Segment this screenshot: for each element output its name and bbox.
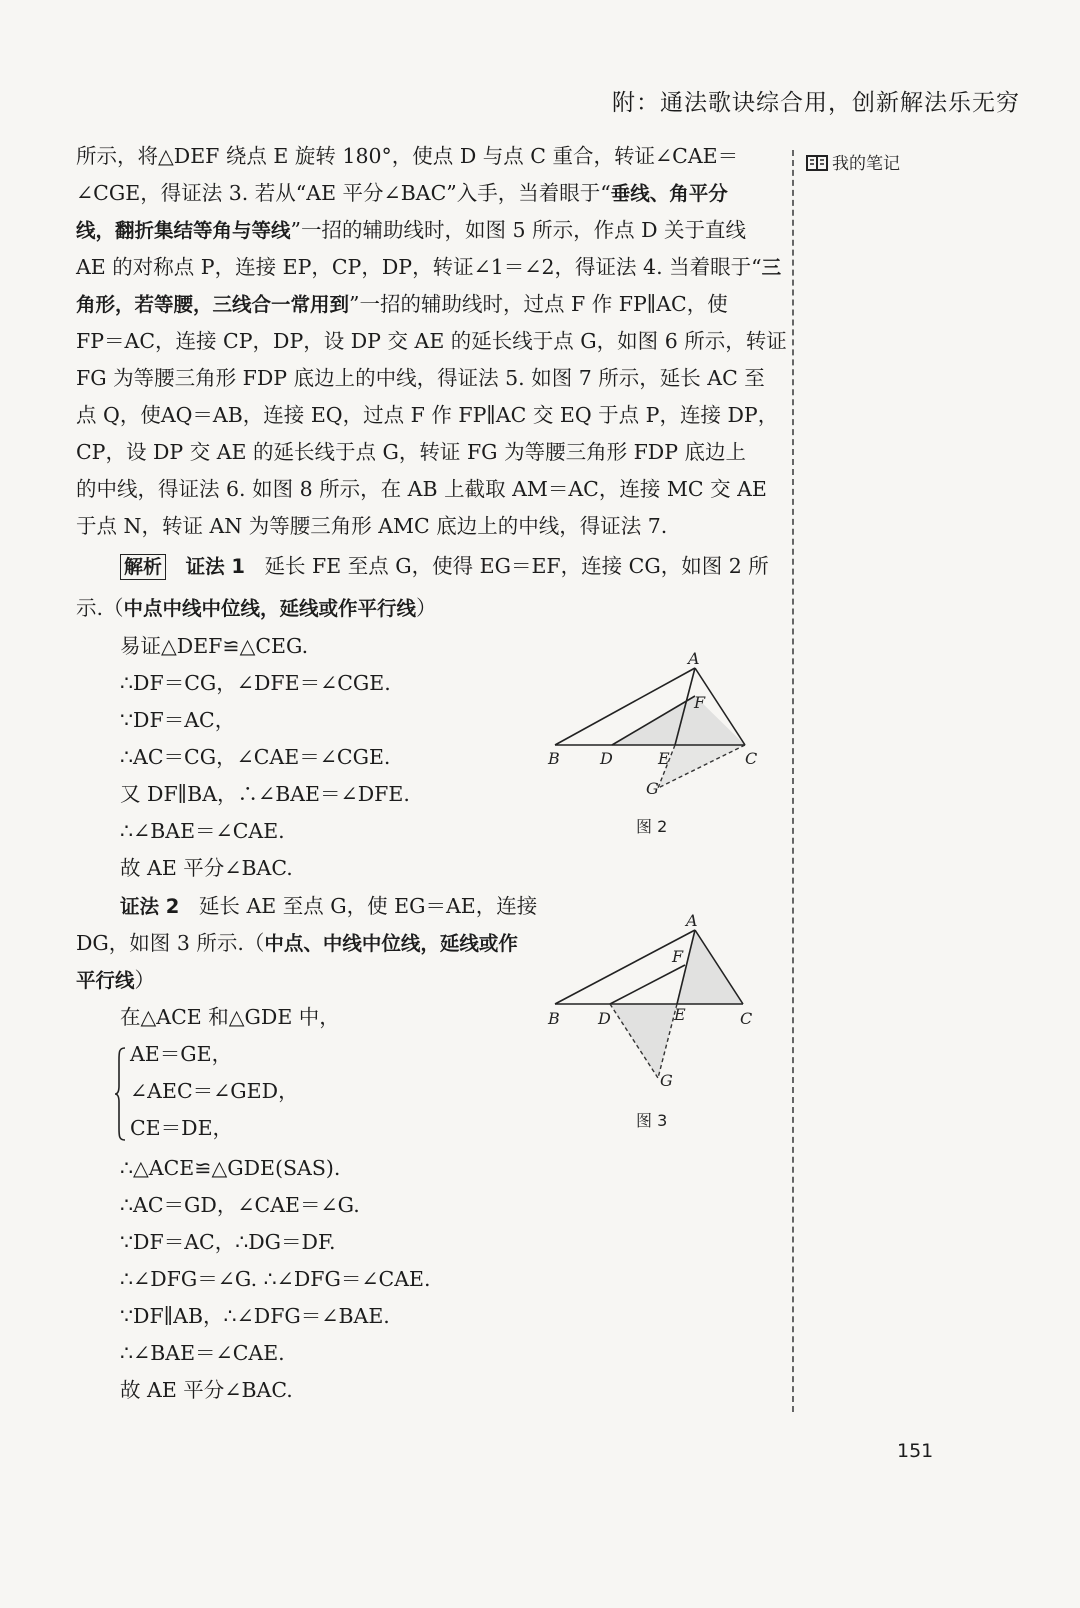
figure-2	[540, 648, 770, 800]
point-label: F	[672, 947, 684, 966]
notes-divider	[792, 150, 794, 1412]
point-label: A	[686, 911, 698, 930]
point-label: B	[548, 1009, 560, 1028]
proof-step: 又 DF∥BA，∴∠BAE＝∠DFE.	[120, 782, 410, 806]
point-label: A	[688, 649, 700, 668]
point-label: C	[745, 749, 758, 768]
method1-label: 证法 1	[185, 555, 245, 578]
proof-step: AE＝GE，	[130, 1042, 233, 1066]
proof-step: ∵DF＝AC，	[120, 708, 236, 732]
shaded-triangle	[677, 930, 743, 1004]
proof-step: ∴△ACE≌△GDE(SAS).	[120, 1156, 341, 1180]
proof-step: ∴∠DFG＝∠G. ∴∠DFG＝∠CAE.	[120, 1267, 431, 1291]
text-line: CP，设 DP 交 AE 的延长线于点 G，转证 FG 为等腰三角形 FDP 底边上	[76, 440, 747, 464]
proof-step: ∴∠BAE＝∠CAE.	[120, 1341, 285, 1365]
point-label: F	[694, 693, 706, 712]
proof-step: 故 AE 平分∠BAC.	[120, 856, 293, 880]
proof-step: CE＝DE，	[130, 1116, 234, 1140]
method1-intro: 解析 证法 1 延长 FE 至点 G，使得 EG＝EF，连接 CG，如图 2 所	[120, 556, 769, 577]
point-label: E	[674, 1005, 686, 1024]
text-line: FP＝AC，连接 CP，DP，设 DP 交 AE 的延长线于点 G，如图 6 所示，转证	[76, 329, 787, 353]
notes-label: 我的笔记	[832, 154, 900, 174]
proof-step: ∵DF＝AC，∴DG＝DF.	[120, 1230, 336, 1254]
text-line: 的中线，得证法 6. 如图 8 所示，在 AB 上截取 AM＝AC，连接 MC 交 AE	[76, 477, 767, 501]
text-line: ∠CGE，得证法 3. 若从“AE 平分∠BAC”入手，当着眼于“垂线、角平分	[76, 181, 728, 205]
book-icon	[806, 155, 828, 171]
text-line: 示.（中点中线中位线，延线或作平行线）	[76, 596, 437, 620]
proof-step: ∵DF∥AB，∴∠DFG＝∠BAE.	[120, 1304, 390, 1328]
text-line: 角形，若等腰，三线合一常用到”一招的辅助线时，过点 F 作 FP∥AC，使	[76, 292, 728, 316]
text-line: 于点 N，转证 AN 为等腰三角形 AMC 底边上的中线，得证法 7.	[76, 514, 668, 538]
point-label: D	[598, 1009, 611, 1028]
segment-ab	[555, 930, 695, 1004]
proof-step: ∴AC＝GD，∠CAE＝∠G.	[120, 1193, 360, 1217]
point-label: G	[646, 779, 659, 798]
proof-step: 在△ACE 和△GDE 中，	[120, 1005, 340, 1029]
proof-step: 故 AE 平分∠BAC.	[120, 1378, 293, 1402]
point-label: G	[660, 1071, 673, 1090]
point-label: B	[548, 749, 560, 768]
text-line: DG，如图 3 所示.（中点、中线中位线，延线或作	[76, 931, 518, 955]
point-label: E	[658, 749, 670, 768]
proof-step: 易证△DEF≌△CEG.	[120, 634, 309, 658]
text-line: 所示，将△DEF 绕点 E 旋转 180°，使点 D 与点 C 重合，转证∠CAE＝	[76, 144, 739, 168]
method2-intro: 证法 2 延长 AE 至点 G，使 EG＝AE，连接	[120, 894, 538, 918]
text-line: 点 Q，使AQ＝AB，连接 EQ，过点 F 作 FP∥AC 交 EQ 于点 P，连接 DP，	[76, 403, 779, 427]
notes-sidebar	[806, 149, 900, 174]
segment-df	[610, 965, 685, 1004]
proof-step: ∴DF＝CG，∠DFE＝∠CGE.	[120, 671, 391, 695]
method2-label: 证法 2	[120, 895, 180, 918]
text-line: 线，翻折集结等角与等线”一招的辅助线时，如图 5 所示，作点 D 关于直线	[76, 218, 747, 242]
text-line: AE 的对称点 P，连接 EP，CP，DP，转证∠1＝∠2，得证法 4. 当着眼于“三	[76, 255, 782, 279]
proof-step: ∠AEC＝∠GED，	[130, 1079, 299, 1103]
figure-2-caption: 图 2	[636, 817, 668, 836]
solution-tag: 解析	[120, 554, 166, 580]
page-header: 附：通法歌诀综合用，创新解法乐无穷	[612, 90, 1020, 116]
proof-step: ∴AC＝CG，∠CAE＝∠CGE.	[120, 745, 391, 769]
text-line: 平行线）	[76, 968, 156, 992]
system-brace	[114, 1046, 126, 1142]
point-label: C	[740, 1009, 753, 1028]
page-number: 151	[897, 1440, 934, 1462]
proof-step: ∴∠BAE＝∠CAE.	[120, 819, 285, 843]
figure-3-caption: 图 3	[636, 1111, 668, 1130]
text-line: FG 为等腰三角形 FDP 底边上的中线，得证法 5. 如图 7 所示，延长 AC 至	[76, 366, 765, 390]
point-label: D	[600, 749, 613, 768]
figure-3	[540, 908, 770, 1094]
